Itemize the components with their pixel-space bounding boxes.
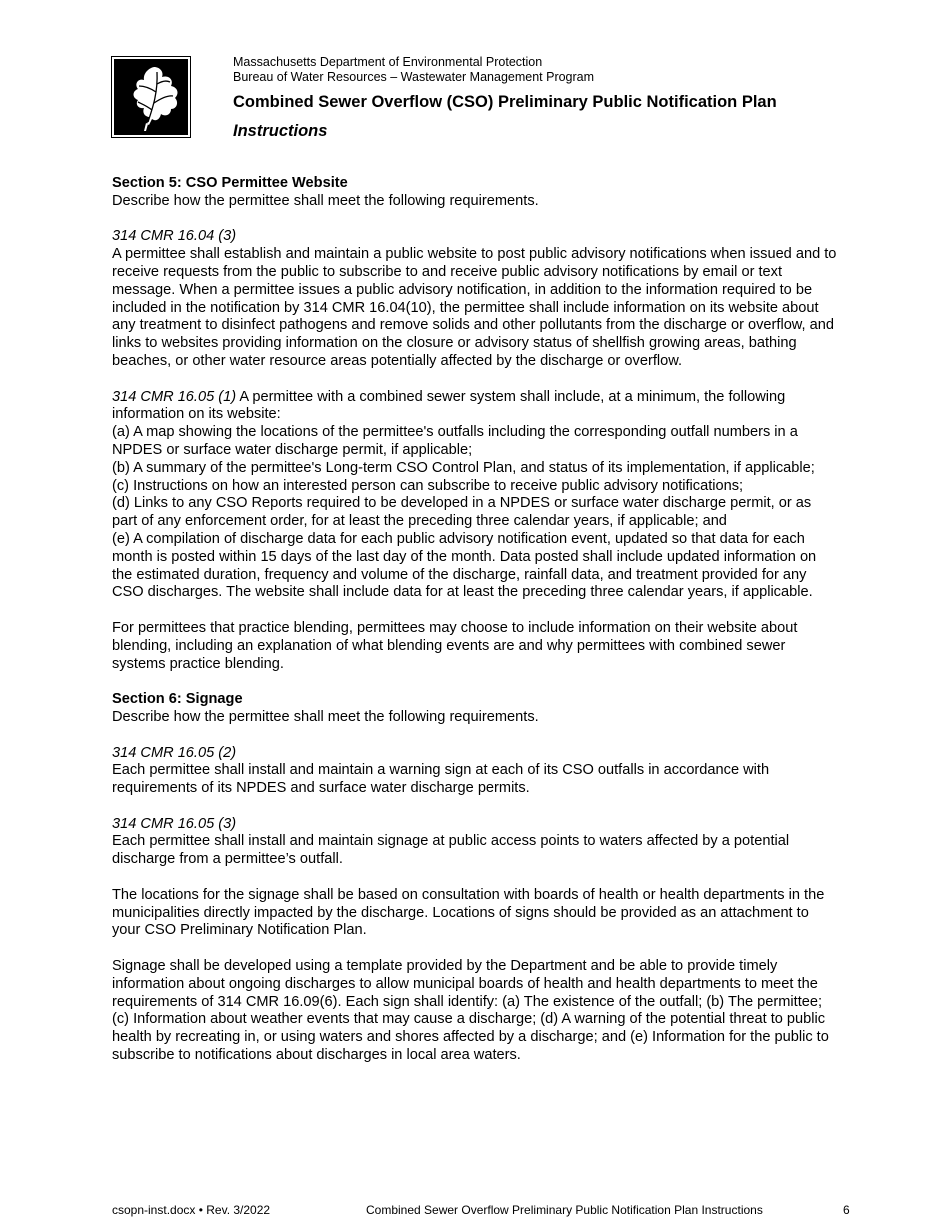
- document-body: [112, 175, 840, 1065]
- section5-citation-1: 314 CMR 16.04 (3): [112, 228, 237, 245]
- section5-intro: Describe how the permittee shall meet the following requirements.: [112, 192, 539, 209]
- agency-name: Massachusetts Department of Environmental Protection: [233, 55, 543, 69]
- list-item: (d) Links to any CSO Reports required to be developed in a NPDES or surface water discharge permit, or as part of any enforcement order, for at least the preceding three calendar years, if applicable; and: [112, 495, 812, 530]
- bureau-name: Bureau of Water Resources – Wastewater Management Program: [233, 70, 595, 84]
- section6-paragraph-3: The locations for the signage shall be based on consultation with boards of health or health departments in the municipalities directly impacted by the discharge. Locations of signs should be provided as an attachment to your CSO Preliminary Notification Plan.: [112, 886, 825, 939]
- list-item: (a) A map showing the locations of the permittee's outfalls including the corresponding outfall numbers in a NPDES or surface water discharge permit, if applicable;: [112, 424, 798, 458]
- section5-citation-2: 314 CMR 16.05 (1): [112, 388, 237, 405]
- oak-leaf-logo-icon: [114, 59, 188, 135]
- document-subtitle: Instructions: [233, 122, 328, 140]
- document-title: Combined Sewer Overflow (CSO) Preliminary Public Notification Plan: [233, 93, 777, 111]
- agency-header: [233, 55, 594, 85]
- list-item: (c) Instructions on how an interested person can subscribe to receive public advisory notifications;: [112, 477, 744, 494]
- section6-paragraph-1: Each permittee shall install and maintain a warning sign at each of its CSO outfalls in accordance with requirements of its NPDES and surface water discharge permits.: [112, 762, 770, 797]
- section6-heading: Section 6: Signage: [112, 691, 243, 708]
- section5-paragraph-1: A permittee shall establish and maintain a public website to post public advisory notifications when issued and to receive requests from the public to subscribe to and receive public advisory notifications by email or text message. When a permittee issues a public advisory notification, in addition to the information required to be included in the notification by 314 CMR 16.04(10), the permittee shall include information on its website about any treatment to disinfect pathogens and remove solids and other pollutants from the discharge or overflow, and links to websites providing information on the closure or advisory status of shellfish growing areas, bathing beaches, or other water resource areas potentially affected by the discharge or overflow.: [112, 246, 837, 369]
- footer-file-revision: csopn-inst.docx • Rev. 3/2022: [112, 1203, 271, 1217]
- section6-paragraph-4: Signage shall be developed using a template provided by the Department and be able to provide timely information about ongoing discharges to allow municipal boards of health and health departments to meet the requirements of 314 CMR 16.09(6). Each sign shall identify: (a) The existence of the outfall; (b) The permittee; (c) Information about weather events that may cause a discharge; (d) A warning of the potential threat to public health by recreating in, or using waters and shores affected by a discharge; and (e) Information for the public to subscribe to notifications about discharges in local area waters.: [112, 958, 829, 1064]
- massdep-logo: [111, 56, 191, 138]
- list-item: (e) A compilation of discharge data for each public advisory notification event, updated so that data for each month is posted within 15 days of the last day of the month. Data posted shall include updated information on the estimated duration, frequency and volume of the discharge, rainfall data, and treatment provided for any CSO discharges. The website shall include data for at least the preceding three calendar years, if applicable.: [112, 530, 817, 601]
- section5-heading: Section 5: CSO Permittee Website: [112, 175, 348, 191]
- section5-paragraph-2-text: A permittee with a combined sewer system shall include, at a minimum, the following information on its website:: [112, 388, 786, 423]
- list-item: (b) A summary of the permittee's Long-term CSO Control Plan, and status of its implementation, if applicable;: [112, 459, 815, 476]
- section5-paragraph-2: [112, 389, 840, 425]
- blending-paragraph: For permittees that practice blending, permittees may choose to include information on their website about blending, including an explanation of what blending events are and why permittees with combined sewer systems practice blending.: [112, 619, 798, 672]
- section6-citation-1: 314 CMR 16.05 (2): [112, 744, 237, 761]
- section6-citation-2: 314 CMR 16.05 (3): [112, 815, 237, 832]
- section6-intro: Describe how the permittee shall meet the following requirements.: [112, 708, 539, 725]
- footer-page-number: 6: [843, 1203, 850, 1217]
- footer-document-title: Combined Sewer Overflow Preliminary Public Notification Plan Instructions: [366, 1203, 763, 1217]
- section6-paragraph-2: Each permittee shall install and maintain signage at public access points to waters affected by a potential discharge from a permittee’s outfall.: [112, 833, 790, 868]
